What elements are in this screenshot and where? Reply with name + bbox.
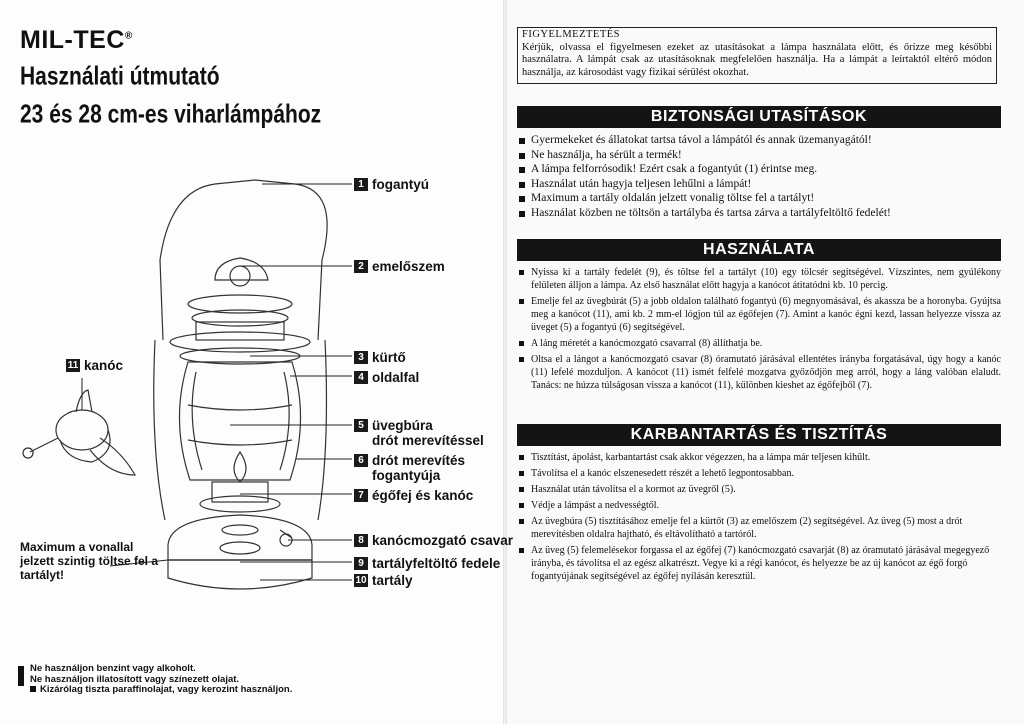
part-label-side-wall: 4 oldalfal	[354, 370, 419, 385]
list-item: A láng méretét a kanócmozgató csavarral (8) állíthatja be.	[519, 337, 1001, 350]
list-item: Tisztítást, ápolást, karbantartást csak akkor végezzen, ha a lámpa már teljesen kihűlt.	[519, 451, 1001, 464]
fuel-warning	[18, 664, 292, 696]
part-label-wire-guard-handle: 6 drót merevítés fogantyúja	[354, 453, 465, 483]
usage-list	[519, 266, 1001, 395]
list-item: Az üveg (5) felemelésekor forgassa el az égőfej (7) kanócmozgató csavarját (8) az óramutató járásával megegyező irányba, és távolítsa el az egész alkatrészt. Vegye ki a régi kanócot, és helyezze be az új kanócot az égő forgó fogantyújának segítségével az égőfej nyílásán keresztül.	[519, 544, 1001, 583]
list-item: Nyissa ki a tartály fedelét (9), és töltse fel a tartályt (10) egy tölcsér segítségével. Vízszintes, nem gyúlékony felületen álljon a lámpa. Az első használat előtt hagyja a kanócot átitatódni kb. 10 percig.	[519, 266, 1001, 292]
part-label-glass-globe: 5 üvegbúra drót merevítéssel	[354, 418, 484, 448]
page-subtitle: 23 és 28 cm-es viharlámpához	[20, 100, 322, 129]
part-label-chimney: 3 kürtő	[354, 350, 406, 365]
fuel-warning-line: Ne használjon benzint vagy alkoholt.	[30, 663, 196, 674]
maintenance-list	[519, 451, 1001, 586]
part-label-wick-screw: 8 kanócmozgató csavar	[354, 533, 513, 548]
list-item: Védje a lámpást a nedvességtől.	[519, 499, 1001, 512]
list-item: Távolítsa el a kanóc elszenesedett részét a lehető legpontosabban.	[519, 467, 1001, 480]
part-label-handle: 1 fogantyú	[354, 177, 429, 192]
list-item: Az üvegbúra (5) tisztításához emelje fel a kürtőt (3) az emelőszem (2) segítségével. Az üveg (5) most a drót merevítésben oldalra hajtható, és eltávolítható a tartóról.	[519, 515, 1001, 541]
notice-title: FIGYELMEZTETÉS	[522, 29, 620, 40]
notice-text: Kérjük, olvassa el figyelmesen ezeket az utasításokat a lámpa használata előtt, és őrizze meg későbbi használatra. A lámpát csak az utasításoknak megfelelően használja. Ha a lámpát a leírtaktól eltérő módon használja, az károsodást vagy fizikai sérülést okozhat.	[522, 41, 992, 78]
list-item: Maximum a tartály oldalán jelzett vonalig töltse fel a tartályt!	[519, 191, 1001, 206]
warning-notice-box	[517, 27, 997, 84]
safety-list	[519, 133, 1001, 220]
fuel-warning-line: Kizárólag tiszta paraffinolajat, vagy kerozint használjon.	[30, 685, 292, 696]
lamp-tank	[168, 515, 312, 589]
lamp-handle	[160, 180, 327, 340]
list-item: Emelje fel az üvegbúrát (5) a jobb oldalon található fogantyú (6) megnyomásával, és akassza be a horonyba. Gyújtsa meg a kanócot (11), ami kb. 2 mm-el lógjon túl az égőfejen (7). Amint a kanóc égni kezd, lassan helyezze vissza az üveget (5) a fogantyú (6) segítségével.	[519, 295, 1001, 334]
lamp-flame	[234, 452, 246, 482]
list-item: A lámpa felforrósodik! Ezért csak a fogantyút (1) érintse meg.	[519, 162, 1001, 177]
usage-heading: HASZNÁLATA	[517, 239, 1001, 261]
lamp-cap	[215, 258, 268, 280]
page-title: Használati útmutató	[20, 62, 220, 91]
part-label-wick: 11 kanóc	[67, 358, 124, 373]
list-item: Használat közben ne töltsön a tartályba és tartsa zárva a tartályfeltöltő fedelét!	[519, 206, 1001, 221]
part-label-tank: 10 tartály	[355, 573, 413, 588]
brand-logo: MIL-TEC®	[20, 26, 133, 54]
part-label-lifting-eye: 2 emelőszem	[354, 259, 445, 274]
maintenance-heading: KARBANTARTÁS ÉS TISZTÍTÁS	[517, 424, 1001, 446]
list-item: Oltsa el a lángot a kanócmozgató csavar (8) óramutató járásával ellentétes irányba forgatásával, úgy hogy a kanóc (11) lefelé mozduljon. A kanócot (11) ismét felfelé mozgatva győződjön meg arról, hogy a láng valóban elaludt. Tanács: ne húzza túlságosan vissza a kanócot (11), különben kieshet az égőfejből (7).	[519, 353, 1001, 392]
list-item: Használat után távolítsa el a kormot az üvegről (5).	[519, 483, 1001, 496]
safety-heading: BIZTONSÁGI UTASÍTÁSOK	[517, 106, 1001, 128]
fuel-warning-line: Ne használjon illatosított vagy színezett olajat.	[30, 673, 240, 685]
list-item: Gyermekeket és állatokat tartsa távol a lámpától és annak üzemanyagától!	[519, 133, 1001, 148]
bullet-icon	[30, 686, 36, 692]
list-item: Ne használja, ha sérült a termék!	[519, 148, 1001, 163]
warning-mark-icon	[18, 666, 24, 686]
part-label-filler-cap: 9 tartályfeltöltő fedele	[354, 556, 500, 571]
part-label-burner-wick: 7 égőfej és kanóc	[354, 488, 473, 503]
fill-level-note: Maximum a vonallal jelzett szintig töltse fel a tartályt!	[20, 540, 159, 582]
list-item: Használat után hagyja teljesen lehűlni a lámpát!	[519, 177, 1001, 192]
